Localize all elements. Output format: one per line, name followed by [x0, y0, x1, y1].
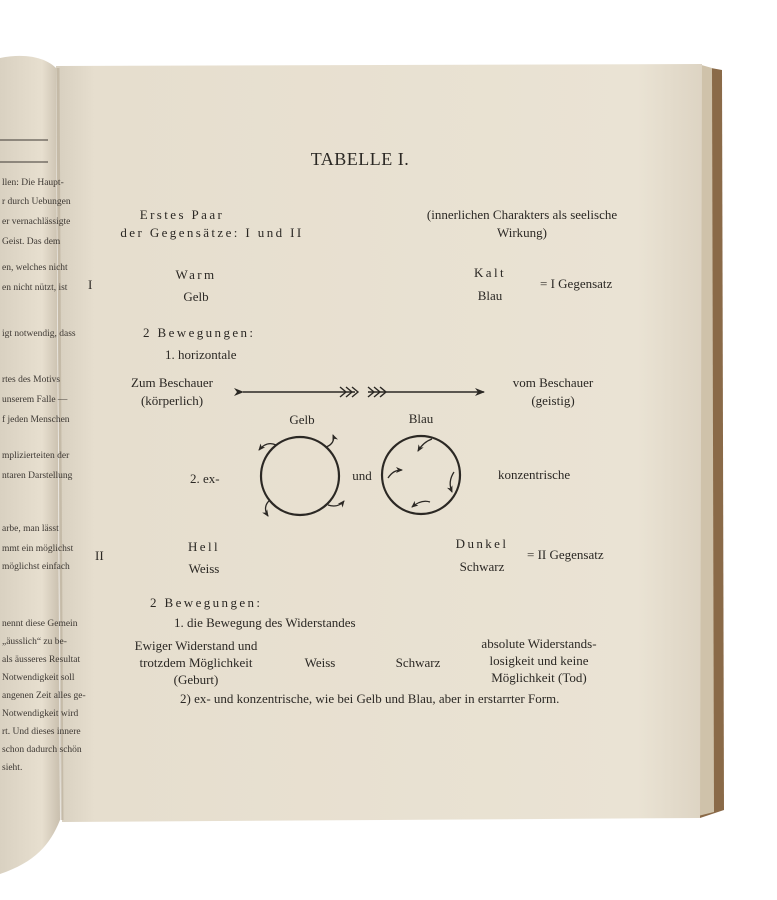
toward-viewer-line-2: (körperlich)	[140, 393, 204, 408]
resistance-right-line-2: losigkeit und keine	[489, 653, 589, 668]
circle-label-gelb: Gelb	[289, 412, 315, 427]
left-page-line: schon dadurch schön	[2, 745, 82, 755]
left-page-line: Geist. Das dem	[2, 237, 61, 247]
movements-i-second: 2. ex-	[190, 471, 220, 486]
left-page-line: arbe, man lässt	[2, 524, 59, 534]
row-i-numeral: I	[88, 277, 93, 292]
left-page-line: llen: Die Haupt-	[2, 178, 64, 188]
resistance-mid-left: Weiss	[304, 655, 336, 670]
left-page-line: angenen Zeit alles ge-	[2, 691, 86, 701]
left-page-line: Notwendigkeit wird	[2, 709, 79, 719]
row-i-result: = I Gegensatz	[540, 276, 613, 291]
row-i-left-word: Warm	[175, 267, 217, 282]
movements-i-connector: und	[352, 468, 372, 483]
left-page-line: ntaren Darstellung	[2, 471, 73, 481]
row-i-right-color: Blau	[477, 288, 503, 303]
left-page-line: rtes des Motivs	[2, 375, 61, 385]
row-ii-left-word: Hell	[188, 539, 220, 554]
row-i-right-word: Kalt	[474, 265, 506, 280]
left-page-line: mplizierteiten der	[2, 451, 70, 461]
left-page-line: nennt diese Gemein	[2, 619, 78, 629]
left-page-line: mmt ein möglichst	[2, 544, 74, 554]
pair-note-line-1: (innerlichen Charakters als seelische	[426, 207, 618, 222]
toward-viewer-line-1: Zum Beschauer	[131, 375, 213, 390]
pair-heading-line-2: der Gegensätze: I und II	[120, 225, 304, 240]
resistance-left-line-3: (Geburt)	[173, 672, 219, 687]
row-ii-left-color: Weiss	[188, 561, 220, 576]
row-ii-right-word: Dunkel	[455, 536, 509, 551]
movements-ii-heading: 2 Bewegungen:	[150, 595, 263, 610]
movements-i-second-end: konzentrische	[498, 467, 571, 482]
left-page-line: en, welches nicht	[2, 263, 68, 273]
left-page-line: er vernachlässigte	[2, 217, 71, 227]
resistance-mid-right: Schwarz	[395, 655, 441, 670]
row-ii-right-color: Schwarz	[459, 559, 505, 574]
left-page-line: f jeden Menschen	[2, 415, 70, 425]
left-page-line: sieht.	[2, 763, 23, 773]
left-page-line: en nicht nützt, ist	[2, 283, 68, 293]
left-page-line: als äusseres Resultat	[2, 655, 81, 665]
movements-ii-first: 1. die Bewegung des Widerstandes	[174, 615, 356, 630]
movements-ii-second: 2) ex- und konzentrische, wie bei Gelb und Blau, aber in erstarrter Form.	[180, 691, 560, 706]
row-ii-numeral: II	[95, 548, 104, 563]
away-viewer-line-1: vom Beschauer	[512, 375, 594, 390]
row-i-left-color: Gelb	[183, 289, 209, 304]
pair-note-line-2: Wirkung)	[496, 225, 548, 240]
movements-i-first: 1. horizontale	[165, 347, 237, 362]
left-page-line: r durch Uebungen	[2, 197, 71, 207]
left-page-line: rt. Und dieses innere	[2, 727, 81, 737]
circle-label-blau: Blau	[408, 411, 434, 426]
right-page	[56, 64, 702, 822]
movements-i-heading: 2 Bewegungen:	[143, 325, 256, 340]
page-title: TABELLE I.	[310, 149, 410, 169]
left-page-line: möglichst einfach	[2, 562, 70, 572]
away-viewer-line-2: (geistig)	[531, 393, 575, 408]
row-ii-result: = II Gegensatz	[527, 547, 604, 562]
resistance-right-line-3: Möglichkeit (Tod)	[491, 670, 587, 685]
left-page-line: unserem Falle —	[2, 395, 68, 405]
resistance-right-line-1: absolute Widerstands-	[481, 636, 597, 651]
left-page-line: „äusslich“ zu be-	[2, 637, 67, 647]
left-page-line: Notwendigkeit soll	[2, 673, 75, 683]
pair-heading-line-1: Erstes Paar	[139, 207, 225, 222]
resistance-left-line-2: trotzdem Möglichkeit	[139, 655, 253, 670]
left-page-line: igt notwendig, dass	[2, 329, 76, 339]
resistance-left-line-1: Ewiger Widerstand und	[134, 638, 258, 653]
